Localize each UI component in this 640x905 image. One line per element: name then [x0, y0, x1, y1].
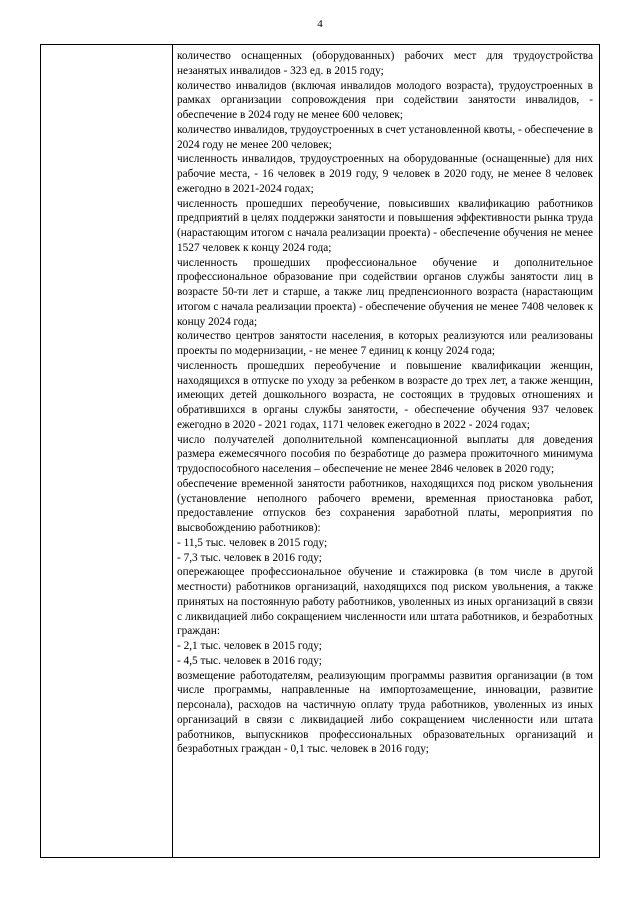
paragraph: количество оснащенных (оборудованных) рабочих мест для трудоустройства незанятых инвалидов - 323 ед. в 2015 году; [177, 50, 593, 77]
list-item: - 11,5 тыс. человек в 2015 году; [177, 536, 328, 549]
paragraph: обеспечение временной занятости работников, находящихся под риском увольнения (установление неполного рабочего времени, временная приостановка работ, предоставление отпусков без сохранения заработной платы, мероприятия по высвобождению работников): [177, 477, 593, 534]
paragraph: количество инвалидов, трудоустроенных в счет установленной квоты, - обеспечение в 2024 году не менее 200 человек; [177, 123, 593, 151]
column-divider [172, 45, 173, 857]
paragraph: возмещение работодателям, реализующим программы развития организации (в том числе программы, направленные на импортозамещение, инновации, развитие персонала), расходов на частичную оплату труда работников, уволенных из иных организаций в связи с ликвидацией либо сокращением численности или штата работников, выпускников профессиональных образовательных организаций и безработных граждан - 0,1 тыс. человек в 2016 году; [177, 669, 593, 756]
paragraph: количество центров занятости населения, в которых реализуются или реализованы проекты по модернизации, - не менее 7 единиц к концу 2024 года; [177, 330, 593, 357]
document-table [40, 44, 600, 858]
paragraph: численность прошедших переобучение, повысивших квалификацию работников предприятий в целях поддержки занятости и повышения эффективности рынка труда (нарастающим итогом с начала реализации проекта) - обеспечение обучения не менее 1527 человек к концу 2024 года; [177, 197, 593, 254]
list-item: - 2,1 тыс. человек в 2015 году; [177, 640, 322, 652]
page-number: 4 [317, 18, 323, 30]
paragraph: численность прошедших переобучение и повышение квалификации женщин, находящихся в отпуске по уходу за ребенком в возрасте до трех лет, а также женщин, имеющих детей дошкольного возраста, не состоящих в трудовых отношениях и обратившихся в органы службы занятости, - обеспечение обучения 937 человек ежегодно в 2020 - 2021 годах, 1171 человек ежегодно в 2022 - 2024 годах; [177, 359, 593, 431]
paragraph: опережающее профессиональное обучение и стажировка (в том числе в другой местности) работников организаций, находящихся под риском увольнения, а также принятых на постоянную работу работников, уволенных из иных организаций в связи с ликвидацией либо сокращением численности или штата работников, и безработных граждан: [177, 566, 593, 638]
paragraph: численность инвалидов, трудоустроенных на оборудованные (оснащенные) для них рабочие места, - 16 человек в 2019 году, 9 человек в 2020 году, не менее 8 человек ежегодно в 2021-2024 годах; [177, 153, 593, 195]
paragraph: количество инвалидов (включая инвалидов молодого возраста), трудоустроенных в рамках организации сопровождения при содействии занятости инвалидов, - обеспечение в 2024 году не менее 600 человек; [177, 79, 593, 121]
list-item: - 7,3 тыс. человек в 2016 году; [177, 551, 322, 564]
list-item: - 4,5 тыс. человек в 2016 году; [177, 654, 322, 667]
paragraph: численность прошедших профессиональное обучение и дополнительное профессиональное образование при содействии органов службы занятости лиц в возрасте 50-ти лет и старше, а также лиц предпенсионного возраста (нарастающим итогом с начала реализации проекта) - обеспечение обучения не менее 7408 человек к концу 2024 года; [177, 256, 593, 328]
table-cell-content [177, 49, 593, 757]
paragraph: число получателей дополнительной компенсационной выплаты для доведения размера ежемесячного пособия по безработице до размера прожиточного минимума трудоспособного населения – обеспечение не менее 2846 человек в 2020 году; [177, 433, 593, 475]
